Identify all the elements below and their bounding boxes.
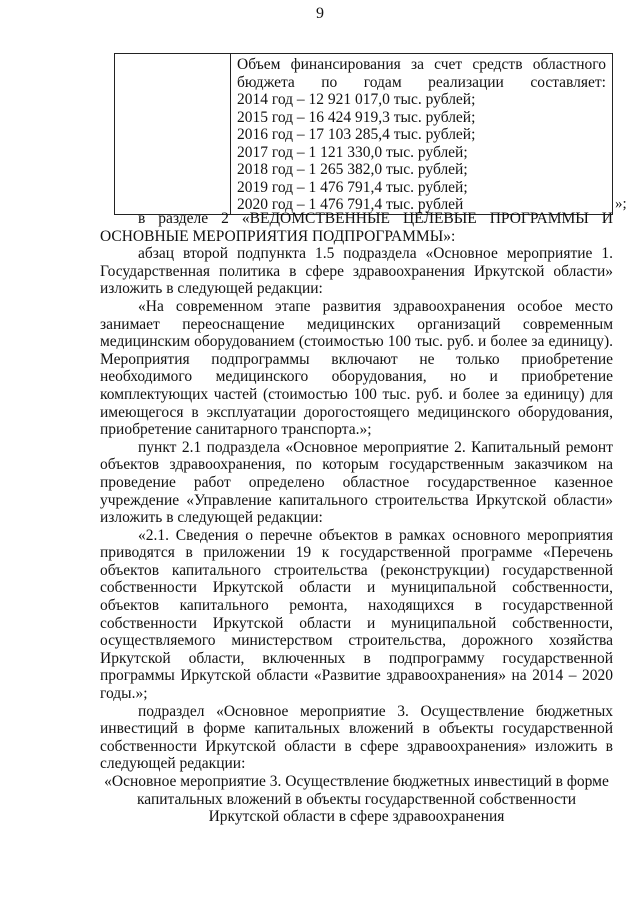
paragraph-subclause-1-5: абзац второй подпункта 1.5 подраздела «Основное мероприятие 1. Государственная политика в сфере здравоохранения Иркутской области» изложить в следующей редакции: [100, 245, 613, 298]
year-line-2016: 2016 год – 17 103 285,4 тыс. рублей; [237, 126, 476, 143]
paragraph-modernization-quote: «На современном этапе развития здравоохранения особое место занимает переоснащение медицинских организаций современным медицинским оборудованием (стоимостью 100 тыс. руб. и более за единицу). Мероприятия подпрограммы включают не только приобретение необходимого медицинского оборудования, но и приобретение комплектующих частей (стоимостью 100 тыс. руб. и более за единицу) для имеющегося в эксплуатации дорогостоящего медицинского оборудования, приобретение санитарного транспорта.»; [100, 297, 613, 439]
table-left-cell [115, 54, 231, 215]
heading-main-event-3: «Основное мероприятие 3. Осуществление бюджетных инвестиций в форме капитальных вложений в объекты государственной собственности Иркутской области в сфере здравоохранения [104, 773, 609, 826]
year-line-2020: 2020 год – 1 476 791,4 тыс. рублей [237, 196, 464, 213]
page-number: 9 [316, 5, 324, 22]
paragraph-objects-list-quote: «2.1. Сведения о перечне объектов в рамках основного мероприятия приводятся в приложении 19 к государственной программе «Перечень объектов капитального строительства (реконструкции) государственной собственности Иркутской области и муниципальной собственности, объектов капитального ремонта, находящихся в государственной собственности Иркутской области и муниципальной собственности, осуществляемого министерством строительства, дорожного хозяйства Иркутской области, включенных в подпрограмму государственной программы Иркутской области «Развитие здравоохранения» на 2014 – 2020 годы.»; [100, 526, 613, 703]
year-line-2018: 2018 год – 1 265 382,0 тыс. рублей; [237, 161, 468, 178]
year-line-2019: 2019 год – 1 476 791,4 тыс. рублей; [237, 178, 468, 196]
table-closing-quote: »; [615, 196, 627, 212]
year-line-2014: 2014 год – 12 921 017,0 тыс. рублей; [237, 91, 476, 108]
financing-intro: Объем финансирования за счет средств областного бюджета по годам реализации составляет: [237, 56, 606, 91]
year-line-2017: 2017 год – 1 121 330,0 тыс. рублей; [237, 143, 468, 161]
paragraph-section-2: в разделе 2 «ВЕДОМСТВЕННЫЕ ЦЕЛЕВЫЕ ПРОГРАММЫ И ОСНОВНЫЕ МЕРОПРИЯТИЯ ПОДПРОГРАММЫ»: [100, 210, 613, 245]
document-body [100, 210, 613, 826]
paragraph-clause-2-1: пункт 2.1 подраздела «Основное мероприятие 2. Капитальный ремонт объектов здравоохранения, по которым государственным заказчиком на проведение работ определено областное государственное казенное учреждение «Управление капитального строительства Иркутской области» изложить в следующей редакции: [100, 438, 613, 527]
year-line-2015: 2015 год – 16 424 919,3 тыс. рублей; [237, 108, 476, 126]
table-right-cell [231, 54, 613, 215]
paragraph-subsection-3: подраздел «Основное мероприятие 3. Осуществление бюджетных инвестиций в форме капитальных вложений в объекты государственной собственности Иркутской области в сфере здравоохранения» изложить в следующей редакции: [100, 702, 613, 773]
financing-table [114, 53, 613, 215]
